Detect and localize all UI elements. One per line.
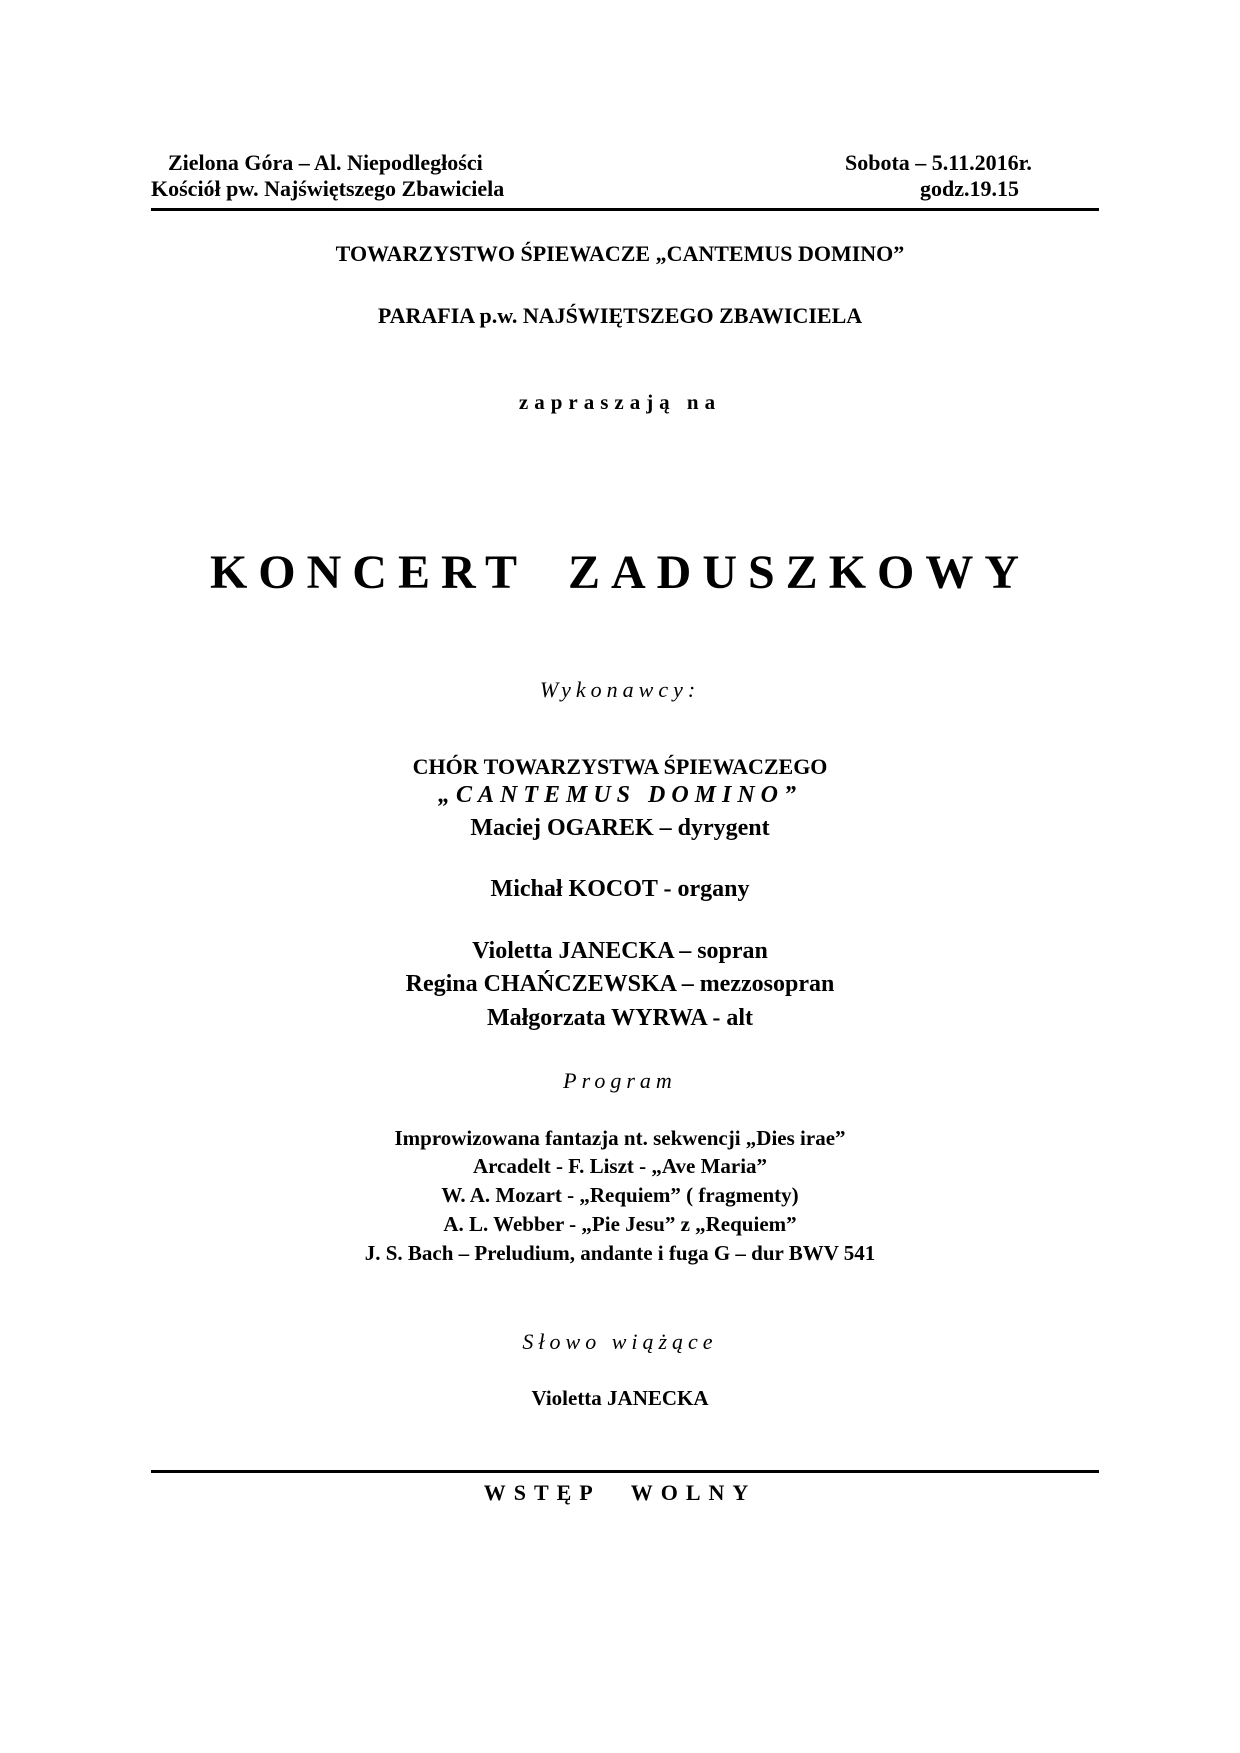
program-item: A. L. Webber - „Pie Jesu” z „Requiem”	[443, 1212, 797, 1236]
program-item: W. A. Mozart - „Requiem” ( fragmenty)	[441, 1183, 799, 1207]
mezzo-line: Regina CHAŃCZEWSKA – mezzosopran	[405, 971, 835, 997]
location-line-2: Kościół pw. Najświętszego Zbawiciela	[151, 176, 505, 201]
title-word-2: ZADUSZKOWY	[567, 546, 1031, 599]
organizer-line-1: TOWARZYSTWO ŚPIEWACZE „CANTEMUS DOMINO”	[335, 241, 905, 266]
footer-rule	[151, 1470, 1099, 1473]
program-item: Arcadelt - F. Liszt - „Ave Maria”	[472, 1154, 768, 1178]
title-word-1: KONCERT	[209, 546, 528, 599]
date-line: Sobota – 5.11.2016r.	[845, 150, 1032, 175]
narration-label: Słowo wiążące	[522, 1329, 718, 1354]
header-rule	[151, 208, 1099, 211]
location-line-1: Zielona Góra – Al. Niepodległości	[168, 150, 483, 175]
conductor-line: Maciej OGAREK – dyrygent	[470, 815, 770, 841]
performers-label: Wykonawcy:	[539, 677, 701, 702]
program-item: J. S. Bach – Preludium, andante i fuga G – dur BWV 541	[364, 1241, 876, 1265]
footer-word-2: WOLNY	[630, 1480, 757, 1505]
organ-line: Michał KOCOT - organy	[490, 876, 750, 902]
invite-text: zapraszają na	[518, 390, 722, 414]
program-item: Improwizowana fantazja nt. sekwencji „Dies irae”	[394, 1126, 846, 1150]
alto-line: Małgorzata WYRWA - alt	[486, 1005, 753, 1031]
footer-word-1: WSTĘP	[483, 1480, 601, 1505]
time-line: godz.19.15	[920, 176, 1019, 201]
concert-title	[0, 545, 1240, 600]
choir-line-1: CHÓR TOWARZYSTWA ŚPIEWACZEGO	[412, 754, 828, 779]
soprano-line: Violetta JANECKA – sopran	[472, 938, 768, 964]
organizer-line-2: PARAFIA p.w. NAJŚWIĘTSZEGO ZBAWICIELA	[377, 303, 863, 328]
choir-line-2: „CANTEMUS DOMINO”	[437, 782, 803, 808]
admission-text	[0, 1480, 1240, 1506]
program-label: Program	[563, 1068, 677, 1093]
narrator-name: Violetta JANECKA	[531, 1386, 709, 1410]
